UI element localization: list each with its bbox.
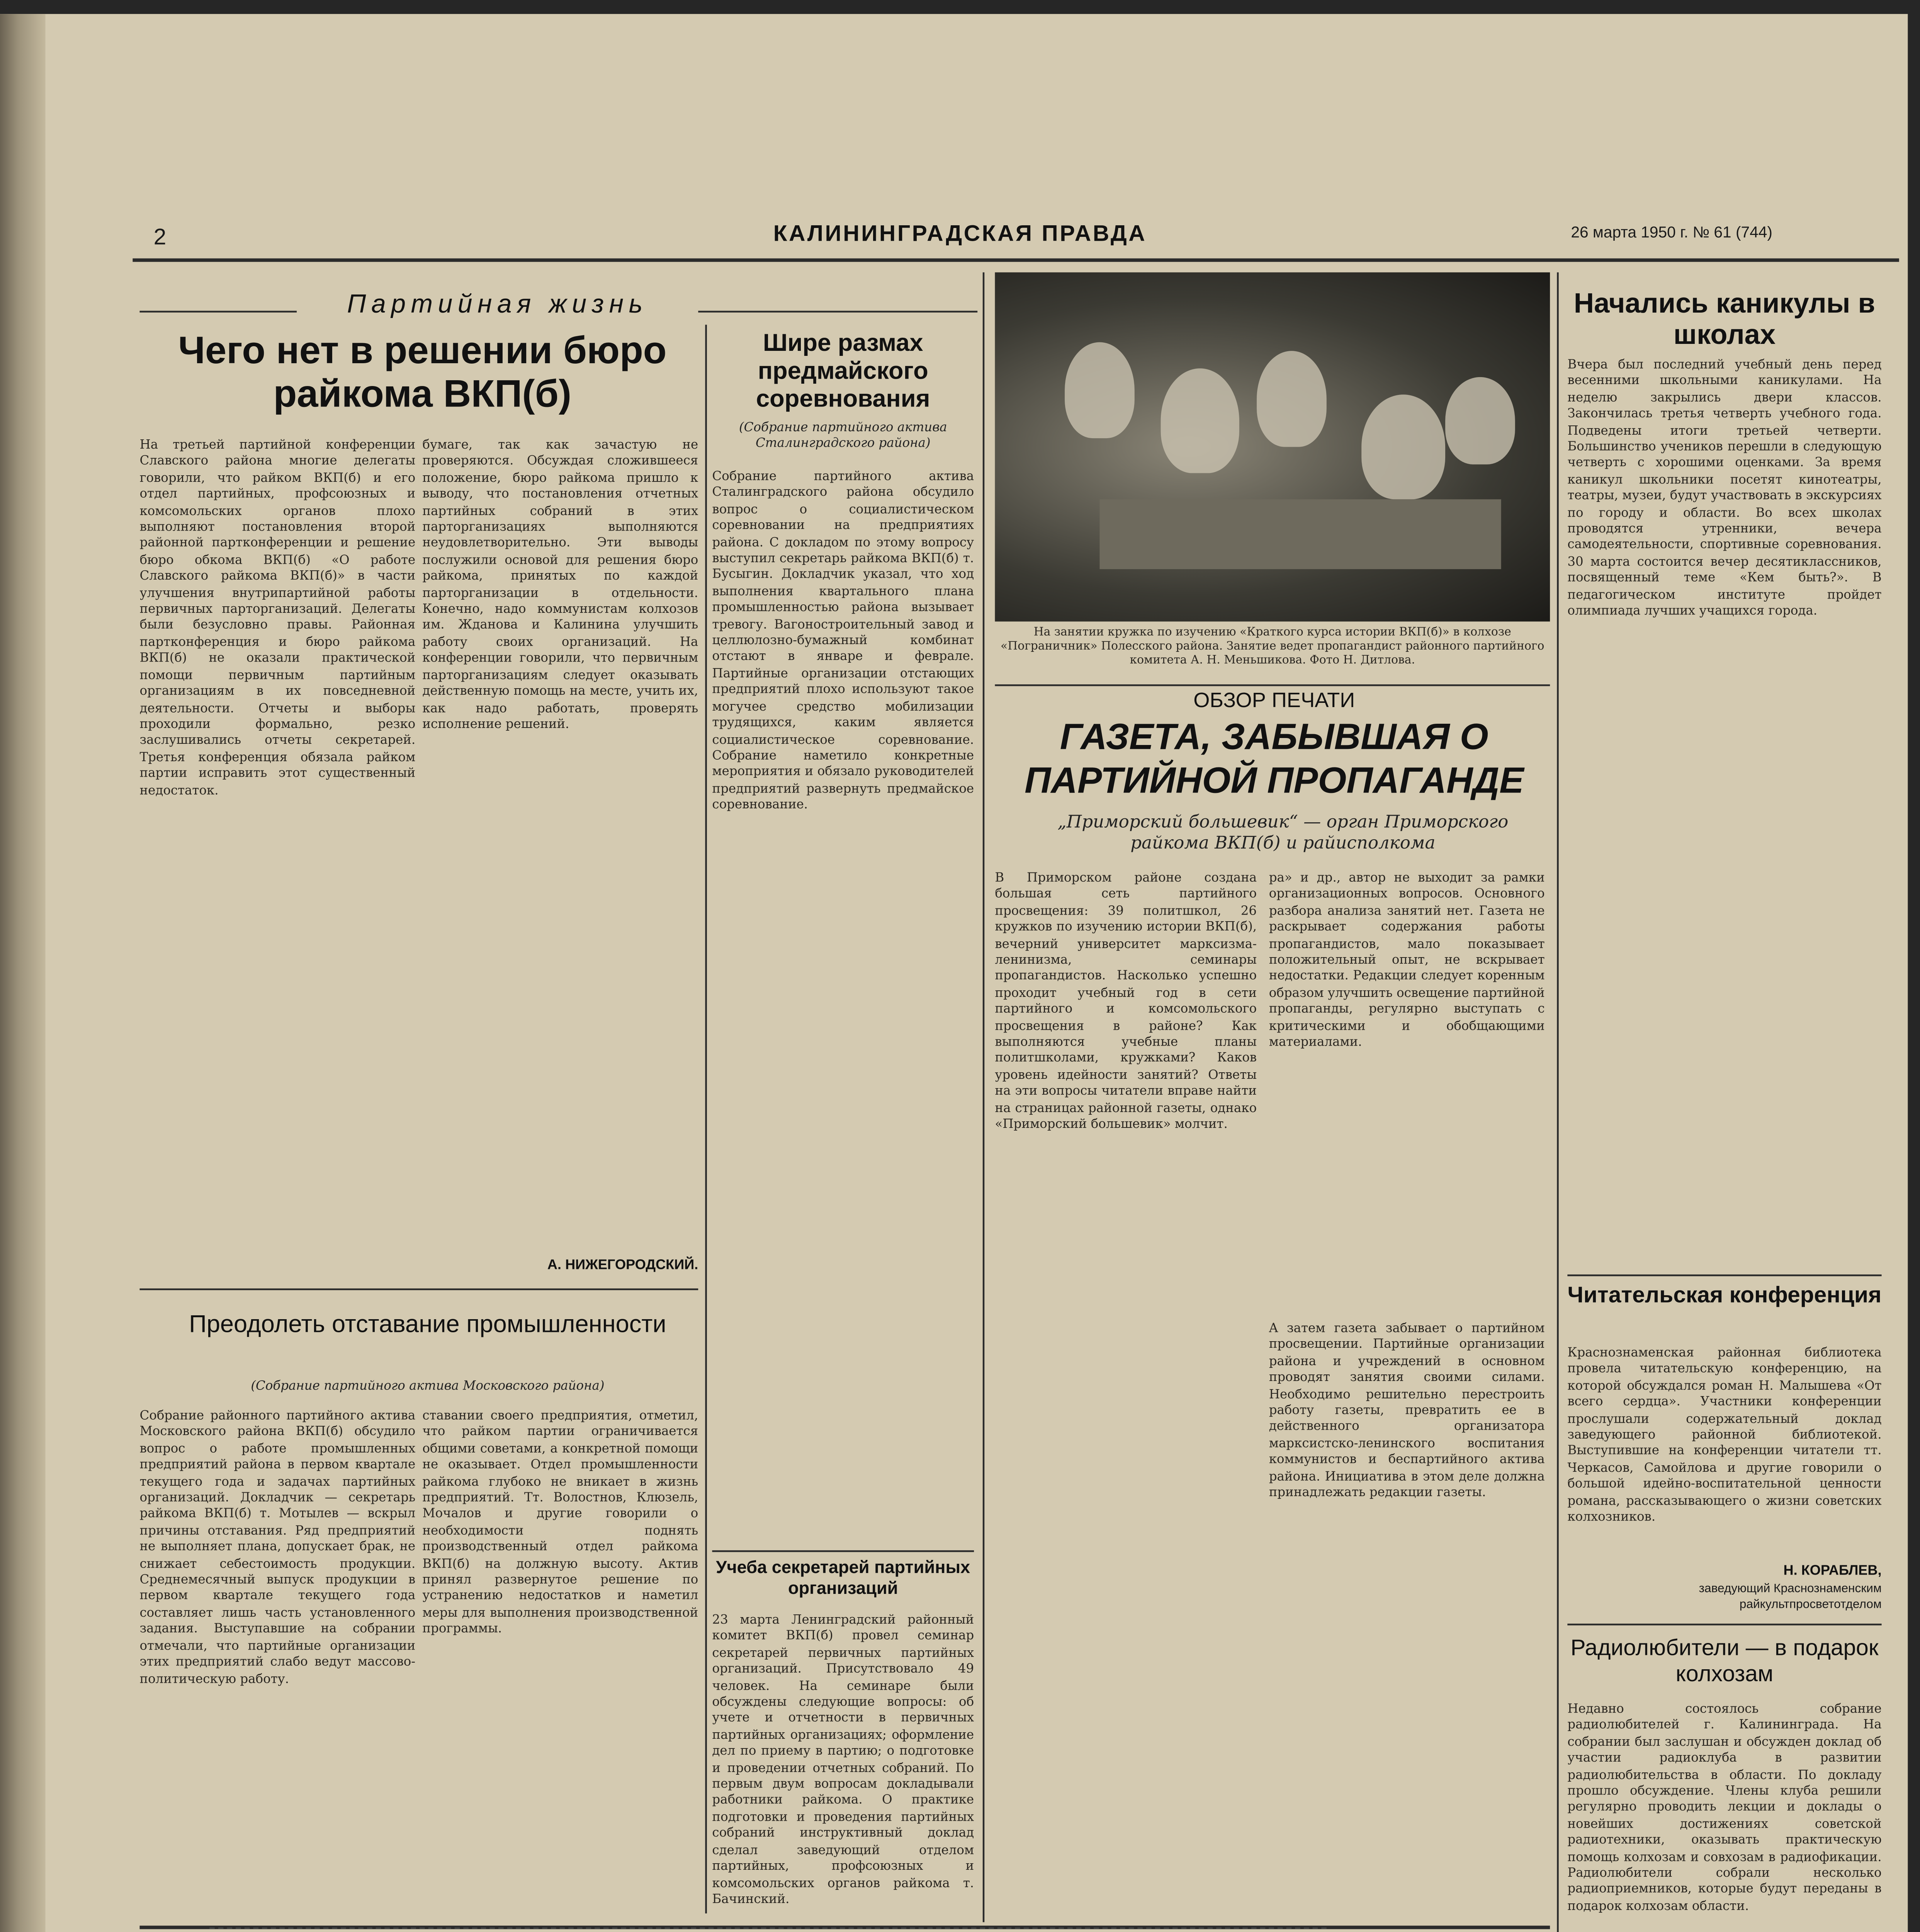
article2-title: Шире размах предмайского соревнования: [756, 328, 930, 412]
article1-title: Чего нет в решении бюро райкома ВКП(б): [178, 328, 667, 416]
divider: [1567, 1274, 1881, 1276]
press-review-col3: A затем газета забывает о партийном просвещении. Партийные организации района и учреждений в основном проводят занятия своими силами. Необходимо решительно перестроить работу газеты, превратить ее в действенного организатора марксистско-ленинского воспитания коммунистов и беспартийного актива района. Инициатива в этом деле должна принадлежать редакции газеты.: [1269, 1320, 1545, 1500]
divider: [712, 1550, 974, 1552]
header-rule: [133, 259, 1899, 262]
divider: [1567, 1624, 1881, 1626]
article4-body: 23 марта Ленинградский районный комитет ВКП(б) провел семинар секретарей первичных партийных организаций. Присутствовало 49 человек. На семинаре были обсуждены следующие вопросы: об учете и отчетности в первичных партийных организациях; оформление дел по приему в партию; о подготовке и проведении отчетных собраний. По первым двум вопросам докладывали работники райкома. О практике подготовки и проведения партийных собраний инструктивный доклад сделал заведующий отделом партийных, профсоюзных и комсомольских органов райкома т. Бачинский.: [712, 1611, 974, 1906]
binding-edge: [0, 14, 45, 1932]
article3-title: Преодолеть отставание промышленности: [189, 1309, 666, 1337]
column-rule: [983, 272, 985, 1922]
divider: [995, 684, 1550, 686]
press-review-col2: ра» и др., автор не выходит за рамки организационных вопросов. Основного разбора анализа занятий нет. Газета не раскрывает содержания работы пропагандистов, мало показывает положительный опыт, не вскрывает недостатки. Редакции следует коренным образом улучшить освещение партийной пропаганды, регулярно выступать с критическими и обобщающими материалами.: [1269, 869, 1545, 1049]
readers-conference-signature: Н. КОРАБЛЕВ,: [1783, 1562, 1882, 1578]
photo-study-circle: [995, 272, 1550, 622]
article3-subtitle: (Собрание партийного актива Московского района): [251, 1377, 605, 1393]
readers-conference-body: Краснознаменская районная библиотека провела читательскую конференцию, на которой обсуждался роман Н. Малышева «От всего сердца». Участники конференции прослушали содержательный доклад заведующего районной библиотекой. Выступившие на конференции читатели тт. Черкасов, Самойлова и другие говорили о большой идейно-воспитательной ценности романа, рассказывающего о жизни советских колхозников.: [1567, 1344, 1882, 1524]
page-number: 2: [153, 223, 167, 250]
article2-subtitle: (Собрание партийного актива Сталинградского района): [739, 419, 947, 451]
press-review-title: ГАЗЕТА, ЗАБЫВШАЯ О ПАРТИЙНОЙ ПРОПАГАНДЕ: [1025, 717, 1524, 801]
radio-body: Недавно состоялось собрание радиолюбителей г. Калининграда. На собрании был заслушан и обсужден доклад об участии радиоклуба в развитии радиолюбительства в области. По докладу прошло обсуждение. Члены клуба решили регулярно проводить лекции и доклады о новейших достижениях советской радиотехники, оказывать практическую помощь колхозам и совхозам в радиофикации. Радиолюбители собрали несколько радиоприемников, которые будут переданы в подарок колхозам области.: [1567, 1700, 1882, 1913]
newspaper-title: КАЛИНИНГРАДСКАЯ ПРАВДА: [773, 220, 1147, 247]
article3-col1: Собрание районного партийного актива Московского района ВКП(б) обсудило вопрос о работе промышленных предприятий района в первом квартале текущего года и задачах партийных организаций. Докладчик — секретарь райкома ВКП(б) т. Мотылев — вскрыл причины отставания. Ряд предприятий не выполняет плана, допускает брак, не снижает себестоимость продукции. Среднемесячный выпуск продукции в первом квартале текущего года составляет лишь часть установленного задания. Выступавшие на собрании отмечали, что партийные организации этих предприятий слабо ведут массово-политическую работу.: [139, 1407, 416, 1686]
divider: [139, 1288, 698, 1290]
radio-title: Радиолюбители — в подарок колхозам: [1570, 1634, 1879, 1687]
issue-date: 26 марта 1950 г. № 61 (744): [1571, 223, 1772, 241]
article4-title: Учеба секретарей партийных организаций: [716, 1559, 970, 1599]
press-review-subtitle: „Приморский большевик“ — орган Приморского райкома ВКП(б) и райисполкома: [1057, 813, 1509, 854]
press-review-col1: В Приморском районе создана большая сеть партийного просвещения: 39 политшкол, 26 кружков по изучению истории ВКП(б), вечерний университет марксизма-ленинизма, семинары пропагандистов. Насколько успешно проходит учебный год в сети партийного и комсомольского просвещения в районе? Как выполняются учебные планы политшколами, кружками? Каков уровень идейности занятий? Ответы на эти вопросы читатели вправе найти на страницах районной газеты, однако «Приморский большевик» молчит.: [995, 869, 1257, 1132]
section-label: Партийная жизнь: [347, 290, 648, 320]
divider: [139, 311, 297, 313]
readers-conference-signature-role: заведующий Краснознаменским райкультпросветотделом: [1699, 1583, 1882, 1612]
photo-caption: На занятии кружка по изучению «Краткого курса истории ВКП(б)» в колхозе «Пограничник» Полесского района. Занятие ведет пропагандист районного партийного комитета А. Н. Меньшикова. Фото Н. Дитлова.: [1001, 625, 1544, 667]
readers-conference-title: Читательская конференция: [1567, 1281, 1882, 1308]
article3-col2: ставании своего предприятия, отметил, что райком партии ограничивается общими советами, а конкретной помощи не оказывает. Отдел промышленности райкома глубоко не вникает в жизнь предприятий. Тт. Волостнов, Клюзель, Мочалов и другие говорили о необходимости поднять производственный отдел райкома ВКП(б) на должную высоту. Актив принял развернутое решение по устранению недостатков и наметил меры для выполнения производственной программы.: [422, 1407, 698, 1636]
article2-body: Собрание партийного актива Сталинградского района обсудило вопрос о социалистическом соревновании на предприятиях района. С докладом по этому вопросу выступил секретарь райкома ВКП(б) т. Бусыгин. Докладчик указал, что ход выполнения квартального плана промышленностью района вызывает тревогу. Вагоностроительный завод и целлюлозно-бумажный комбинат отстают в январе и феврале. Партийные организации отстающих предприятий плохо используют такое могучее средство мобилизации трудящихся, каким является социалистическое соревнование. Собрание наметило конкретные мероприятия и обязало руководителей предприятий развернуть предмайское соревнование.: [712, 468, 974, 812]
divider: [698, 311, 977, 313]
wavy-divider: [209, 1927, 1327, 1932]
press-review-label: ОБЗОР ПЕЧАТИ: [1193, 688, 1355, 713]
holidays-title: Начались каникулы в школах: [1573, 290, 1875, 351]
article1-signature: А. НИЖЕГОРОДСКИЙ.: [547, 1257, 698, 1273]
newspaper-page: [0, 14, 1908, 1932]
article1-col1: На третьей партийной конференции Славского района многие делегаты говорили, что райком ВКП(б) и его отдел партийных, профсоюзных и комсомольских органов плохо выполняют постановления второй районной партконференции и решение бюро обкома ВКП(б) «О работе Славского райкома ВКП(б)» в части улучшения внутрипартийной работы первичных парторганизаций. Делегаты были безусловно правы. Районная партконференция и бюро райкома ВКП(б) не оказали практической помощи первичным партийным организациям в их повседневной деятельности. Отчеты и выборы проходили формально, резко заслушивались отчеты секретарей. Третья конференция обязала райком партии исправить этот существенный недостаток.: [139, 436, 416, 797]
column-rule: [705, 325, 707, 1913]
article1-col2: бумаге, так как зачастую не проверяются. Обсуждая сложившееся положение, бюро райкома пришло к выводу, что постановления отчетных партийных собраний в этих парторганизациях выполняются неудовлетворительно. Эти выводы послужили основой для решения бюро райкома, принятых по каждой парторганизации в отдельности. Конечно, надо коммунистам колхозов им. Жданова и Калинина улучшить работу своих организаций. На конференции говорили, что первичным парторганизациям следует оказывать действенную помощь на месте, учить их, как надо работать, проверять исполнение решений.: [422, 436, 698, 731]
holidays-body: Вчера был последний учебный день перед весенними школьными каникулами. На неделю закрылись двери классов. Закончилась третья четверть учебного года. Подведены итоги третьей четверти. Большинство учеников перешли в следующую четверть с хорошими оценками. За время каникул школьники посетят кинотеатры, театры, музеи, будут участвовать в экскурсиях по городу и области. Во всех школах проводятся утренники, вечера самодеятельности, спортивные соревнования. 30 марта состоится вечер десятиклассников, посвященный теме «Кем быть?». В педагогическом институте пройдет олимпиада лучших учащихся города.: [1567, 356, 1882, 618]
column-rule: [1557, 272, 1559, 1932]
